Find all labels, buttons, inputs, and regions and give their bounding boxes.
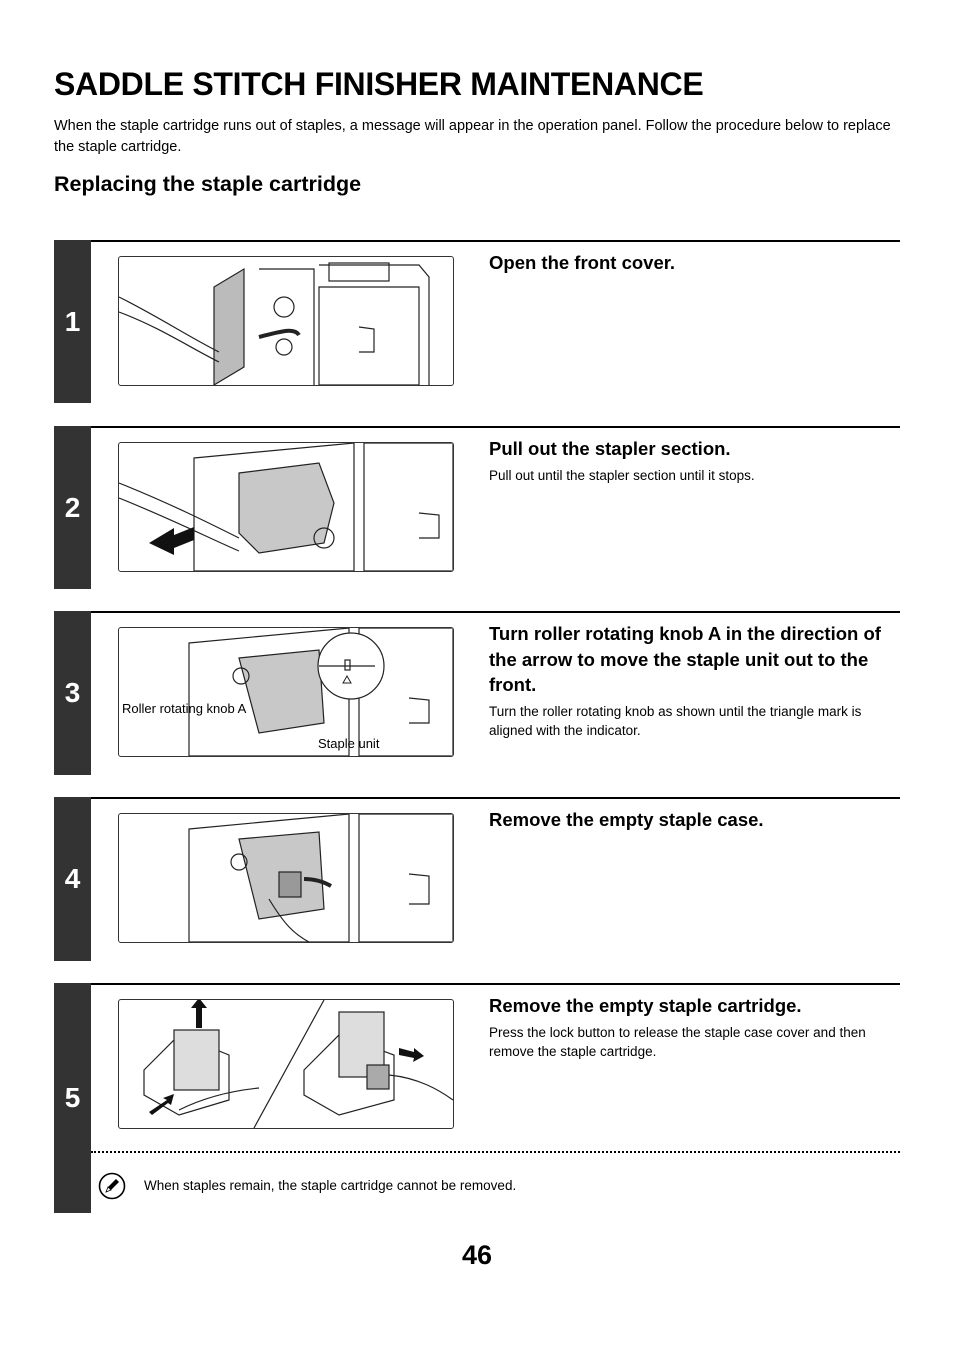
step-number: 5 [54, 983, 91, 1213]
intro-paragraph: When the staple cartridge runs out of staples, a message will appear in the operation panel. Follow the procedure below to replace the staple cartridge. [54, 118, 891, 155]
step-number: 4 [54, 797, 91, 961]
note-divider [91, 1151, 900, 1153]
step-divider [91, 983, 900, 985]
callout-staple-unit: Staple unit [318, 736, 380, 751]
step-title: Turn roller rotating knob A in the direction of the arrow to move the staple unit out to the front. [489, 623, 881, 695]
step-description: Pull out until the stapler section until it stops. [489, 467, 755, 483]
step-divider [91, 611, 900, 613]
step-title: Pull out the stapler section. [489, 438, 731, 459]
step-illustration [118, 813, 454, 943]
step-description: Turn the roller rotating knob as shown until the triangle mark is aligned with the indicator. [489, 703, 862, 738]
step-2 [54, 426, 900, 589]
pencil-note-icon [98, 1172, 126, 1200]
step-divider [91, 426, 900, 428]
step-divider [91, 240, 900, 242]
step-5 [54, 983, 900, 1213]
step-illustration [118, 256, 454, 386]
step-title: Remove the empty staple cartridge. [489, 995, 802, 1016]
step-illustration [118, 627, 454, 757]
callout-roller-knob: Roller rotating knob A [122, 701, 247, 716]
step-number: 1 [54, 240, 91, 403]
step-divider [91, 797, 900, 799]
page-number: 46 [461, 1240, 493, 1270]
step-3 [54, 611, 900, 775]
step-description: Press the lock button to release the staple case cover and then remove the staple cartridge. [489, 1024, 866, 1059]
step-4 [54, 797, 900, 961]
page-title: SADDLE STITCH FINISHER MAINTENANCE [54, 66, 704, 102]
step-title: Remove the empty staple case. [489, 809, 764, 830]
note-text: When staples remain, the staple cartridge cannot be removed. [144, 1178, 517, 1193]
step-1 [54, 240, 900, 403]
step-title: Open the front cover. [489, 252, 676, 273]
step-illustration [118, 442, 454, 572]
section-subtitle: Replacing the staple cartridge [54, 172, 362, 196]
step-number: 3 [54, 611, 91, 775]
step-illustration [118, 999, 454, 1129]
step-number: 2 [54, 426, 91, 589]
